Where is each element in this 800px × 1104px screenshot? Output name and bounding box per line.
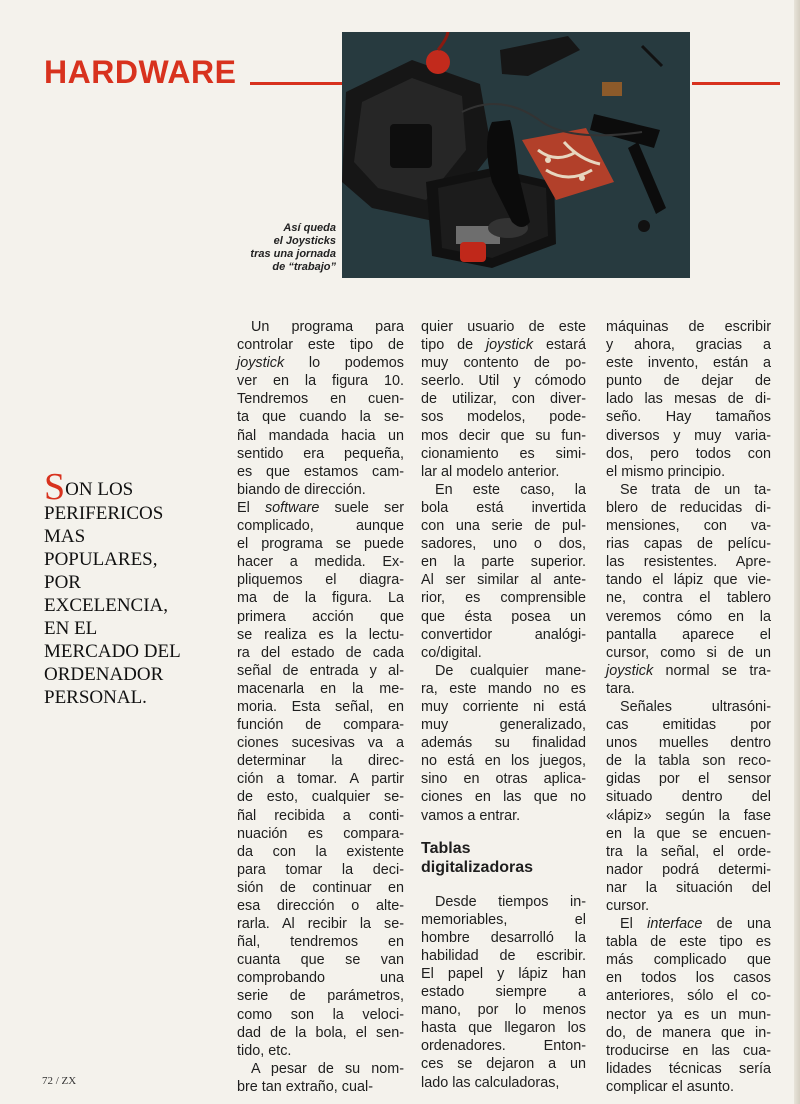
text-line: cas emitidas por: [606, 717, 771, 734]
text-line: rias capas de pelícu-: [606, 536, 771, 553]
text-line: serie de parámetros,: [237, 988, 404, 1005]
text-line: muy corriente ni está: [421, 698, 586, 715]
text-line: troducirse en las cua-: [606, 1042, 771, 1059]
text-line: punto de dejar de: [606, 373, 771, 390]
text-line: A pesar de su nom-: [251, 1060, 404, 1077]
page-folio: 72 / ZX: [42, 1075, 77, 1087]
text-line: quier usuario de este: [421, 319, 586, 335]
text-line: sentido era pequeña,: [237, 445, 404, 462]
text-line: primera acción que: [237, 608, 404, 625]
text-line: cursor, como si de un: [606, 644, 771, 661]
text-line: y ahora, gracias a: [606, 337, 771, 354]
text-line: rarla. Al recibir la se-: [237, 916, 404, 933]
subheading: [421, 839, 586, 877]
text-line: pantalla aparece el: [606, 626, 771, 643]
joystick-photo-illustration: [342, 32, 690, 278]
text-line: veremos cómo en la: [606, 608, 771, 625]
text-line: determinar la direc-: [237, 753, 404, 770]
text-line: función de compara-: [237, 717, 404, 734]
pull-quote-line: ORDENADOR: [44, 664, 164, 685]
text-line: hacer a medida. Ex-: [237, 554, 404, 571]
text-line: Desde tiempos in-: [435, 893, 586, 910]
text-line: ñal recibida a conti-: [237, 807, 404, 824]
text-line: pliquemos el diagra-: [237, 572, 404, 589]
text-line: el mismo principio.: [606, 463, 726, 480]
text-line: Un programa para: [251, 319, 404, 335]
text-line: comprobando una: [237, 970, 404, 987]
text-line: muy generalizado,: [421, 717, 586, 734]
text-line: nar la situación del: [606, 879, 771, 896]
section-title: HARDWARE: [44, 54, 237, 90]
body-column-3: [606, 318, 771, 1096]
header-rule-right: [692, 82, 780, 85]
text-line: gidas por el sensor: [606, 771, 771, 788]
text-line: sos modelos, pode-: [421, 409, 586, 426]
text-line: cursor.: [606, 898, 650, 914]
text-line: nuación es compara-: [237, 825, 404, 842]
text-line: Se trata de un ta-: [620, 481, 771, 498]
text-line: las resistentes. Apre-: [606, 554, 771, 571]
pull-quote-first-line: [44, 466, 224, 508]
pull-quote-line: POPULARES,: [44, 549, 158, 570]
text-line: Tendremos en cuen-: [237, 391, 404, 408]
text-line: macenarla en la me-: [237, 680, 404, 697]
text-line: De cualquier mane-: [435, 662, 586, 679]
text-line: complicado, aunque: [237, 518, 404, 535]
text-line: ver en la figura 10.: [237, 373, 404, 390]
text-line: joystick lo podemos: [237, 355, 404, 372]
pull-quote-text: ON LOS: [65, 479, 134, 500]
text-line: con una serie de pul-: [421, 518, 586, 535]
text-line: joystick normal se tra-: [606, 662, 771, 679]
text-line: bre tan extraño, cual-: [237, 1078, 373, 1095]
text-line: ne, contra el tablero: [606, 590, 771, 607]
text-line: como son la veloci-: [237, 1006, 404, 1023]
text-line: El software suele ser: [237, 499, 404, 516]
text-line: para tomar la deci-: [237, 861, 404, 878]
text-line: ra, este mando no es: [421, 680, 586, 697]
text-line: cionamiento es simi-: [421, 445, 586, 462]
text-line: ordenadores. Enton-: [421, 1038, 586, 1055]
pull-quote-line: EXCELENCIA,: [44, 595, 169, 616]
text-line: nector ya es un mun-: [606, 1006, 771, 1023]
text-line: que ésta posea un: [421, 608, 586, 625]
caption-line: el Joysticks: [273, 235, 336, 247]
text-line: tara.: [606, 680, 635, 697]
text-line: hombre desarrolló la: [421, 929, 586, 946]
text-line: el programa se puede: [237, 536, 404, 553]
pull-quote-line: MAS: [44, 526, 86, 547]
text-line: ra del estado de cada: [237, 644, 404, 661]
text-line: tabla de este tipo es: [606, 934, 771, 951]
caption-line: Así queda: [283, 222, 336, 234]
body-column-1: [237, 318, 404, 1096]
text-line: tipo de joystick estará: [421, 337, 586, 354]
text-line: nador podrá determi-: [606, 861, 771, 878]
joystick-photo: [342, 32, 690, 278]
text-line: no está en los juegos,: [421, 753, 586, 770]
text-line: de la tabla son reco-: [606, 753, 771, 770]
text-line: biando de dirección.: [237, 481, 366, 498]
text-line: dad de la bola, el sen-: [237, 1024, 404, 1041]
text-line: habilidad de escribir.: [421, 947, 586, 964]
text-line: lar al modelo anterior.: [421, 463, 560, 480]
text-line: «lápiz» según la fase: [606, 807, 771, 824]
text-line: en la parte superior.: [421, 554, 586, 571]
text-line: mano, por lo menos: [421, 1002, 586, 1019]
text-line: mos decir que su fun-: [421, 427, 586, 444]
column-2-text-b: [421, 893, 586, 1092]
pull-quote-line: PERSONAL.: [44, 687, 147, 708]
text-line: muy contento de po-: [421, 355, 586, 372]
text-line: en todos los casos: [606, 970, 771, 987]
text-line: hasta que llegaron los: [421, 1020, 586, 1037]
text-line: señal de entrada y al-: [237, 662, 404, 679]
text-line: lado las mesas de di-: [606, 391, 771, 408]
text-line: se realiza es la lectu-: [237, 626, 404, 643]
text-line: máquinas de escribir: [606, 319, 771, 335]
text-line: tra la señal, el orde-: [606, 843, 771, 860]
text-line: estado siempre a: [421, 984, 586, 1001]
text-line: sino en otras aplica-: [421, 771, 586, 788]
text-line: ción a tomar. A partir: [237, 771, 404, 788]
text-line: de esto, cualquier se-: [237, 789, 404, 806]
drop-cap: S: [44, 466, 66, 508]
text-line: seerlo. Util y cómodo: [421, 373, 586, 390]
text-line: ñal, tendremos en: [237, 934, 404, 951]
text-line: moria. Esta señal, en: [237, 698, 404, 715]
pull-quote-line: PERIFERICOS: [44, 503, 164, 524]
text-line: sión de continuar en: [237, 879, 404, 896]
text-line: bola está invertida: [421, 499, 586, 516]
text-line: convertidor analógi-: [421, 626, 586, 643]
text-line: El interface de una: [620, 916, 771, 933]
text-line: blero de reducidas di-: [606, 499, 771, 516]
text-line: Señales ultrasóni-: [620, 698, 771, 715]
text-line: ciones sucesivas va a: [237, 735, 404, 752]
subheading-line: Tablas: [421, 839, 471, 857]
text-line: ciones en las que no: [421, 789, 586, 806]
text-line: este invento, están a: [606, 355, 771, 372]
text-line: ñal mandada hacia un: [237, 427, 404, 444]
text-line: ces se dejaron a un: [421, 1056, 586, 1073]
text-line: cuanta que se van: [237, 952, 404, 969]
pull-quote-line: EN EL: [44, 618, 98, 639]
text-line: mensiones, con va-: [606, 518, 771, 535]
caption-line: de “trabajo”: [272, 261, 336, 273]
pull-quote-line: POR: [44, 572, 81, 593]
text-line: además su finalidad: [421, 735, 586, 752]
text-line: complicar el asunto.: [606, 1078, 734, 1095]
text-line: co/digital.: [421, 644, 482, 661]
text-line: controlar este tipo de: [237, 337, 404, 354]
pull-quote-line: MERCADO DEL: [44, 641, 181, 662]
caption-line: tras una jornada: [250, 248, 336, 260]
column-2-text-a: [421, 318, 586, 825]
text-line: da con la existente: [237, 843, 404, 860]
text-line: sadores, uno o dos,: [421, 536, 586, 553]
text-line: tando el lápiz que vie-: [606, 572, 771, 589]
text-line: memoriables, el: [421, 911, 586, 928]
text-line: lidades técnicas sería: [606, 1060, 771, 1077]
text-line: esa dirección o alte-: [237, 898, 404, 914]
body-column-2: [421, 318, 586, 1092]
text-line: vamos a entrar.: [421, 807, 521, 824]
text-line: rior, es comprensible: [421, 590, 586, 607]
text-line: más complicado que: [606, 952, 771, 969]
text-line: El papel y lápiz han: [421, 966, 586, 982]
subheading-line: digitalizadoras: [421, 858, 534, 876]
page-edge: [794, 0, 800, 1104]
text-line: unos muelles dentro: [606, 735, 771, 752]
text-line: Al ser similar al ante-: [421, 572, 586, 589]
pull-quote: [44, 466, 224, 709]
text-line: tido, etc.: [237, 1042, 292, 1059]
text-line: dos, pero todos con: [606, 445, 771, 462]
photo-caption: [200, 222, 336, 274]
text-line: de utilizar, con diver-: [421, 391, 586, 408]
text-line: lado las calculadoras,: [421, 1074, 560, 1091]
text-line: en la que se encuen-: [606, 825, 771, 842]
text-line: seño. Hay tamaños: [606, 409, 771, 426]
text-line: diversos y muy varia-: [606, 427, 771, 444]
text-line: En este caso, la: [435, 481, 586, 498]
text-line: es que estamos cam-: [237, 463, 404, 480]
text-line: anteriores, sólo el co-: [606, 988, 771, 1005]
text-line: do, de manera que in-: [606, 1024, 771, 1041]
text-line: ta que cuando la se-: [237, 409, 404, 426]
text-line: situado dentro del: [606, 789, 771, 806]
text-line: ma de la figura. La: [237, 590, 404, 607]
